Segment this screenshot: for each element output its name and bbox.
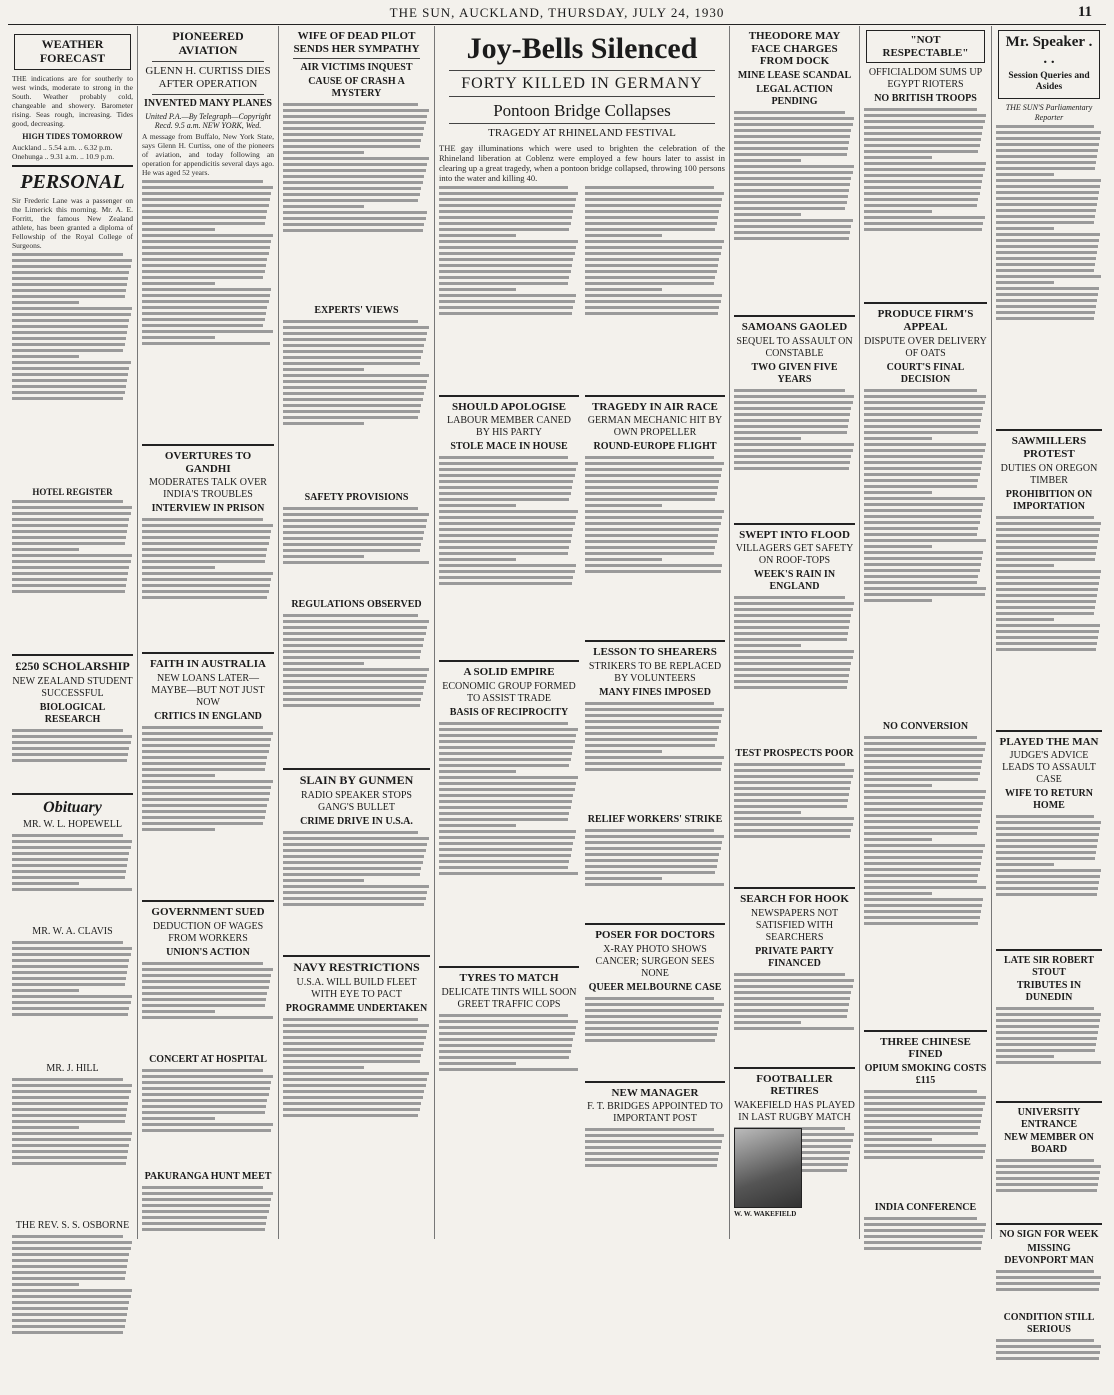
gandhi-text (142, 518, 274, 648)
poser-text (585, 997, 725, 1077)
wakefield-photo (734, 1128, 802, 1208)
played-sub2: WIFE TO RETURN HOME (1005, 788, 1093, 812)
tragedy-sub2: ROUND-EUROPE FLIGHT (593, 441, 717, 453)
university-text (996, 1159, 1102, 1219)
theodore-sub2: LEGAL ACTION PENDING (756, 83, 833, 107)
sign-heading: NO SIGN FOR WEEK (999, 1229, 1099, 1241)
sign-sub: MISSING DEVONPORT MAN (1004, 1242, 1094, 1266)
speaker-sub: Session Queries and Asides (1008, 70, 1090, 92)
sawmillers-heading: SAWMILLERS PROTEST (1011, 435, 1087, 461)
personal-body: Sir Frederic Lane was a passenger on the Limerick this morning. Mr. A. E. Forritt, the famous New Zealand athlete, has been granted a diploma of Fellowship of the Royal College of Surgeons. (12, 195, 133, 250)
aviation-sub: GLENN H. CURTISS DIES AFTER OPERATION (145, 64, 271, 90)
lead-body: THE gay illuminations which were used to brighten the celebration of the Rhineland liberation at Coblenz were employed a few hours later to assist in clearing up a great tragedy, when a pontoon bridge collapsed, throwing 100 persons into the water and killing 40. (439, 142, 725, 183)
lead-sub: FORTY KILLED IN GERMANY (461, 74, 703, 92)
respect-box (866, 30, 985, 63)
experts-heading: EXPERTS' VIEWS (314, 305, 399, 317)
conversion-text (864, 736, 987, 1026)
hook-heading: SEARCH FOR HOOK (740, 893, 849, 906)
tyres-text (439, 1014, 579, 1104)
weather-heading: WEATHER FORECAST (39, 37, 106, 65)
column-2 (138, 26, 279, 1239)
hook-text (734, 973, 855, 1063)
concert-text (142, 1069, 274, 1169)
navy-sub: U.S.A. WILL BUILD FLEET WITH EYE TO PACT (296, 976, 417, 1000)
obituary-text (12, 1078, 133, 1218)
columns (8, 26, 1106, 1335)
respect-heading: "NOT RESPECTABLE" (882, 34, 969, 59)
tyres-heading: TYRES TO MATCH (459, 971, 559, 984)
solid-sub: ECONOMIC GROUP FORMED TO ASSIST TRADE (442, 680, 576, 704)
experts-text (283, 320, 430, 490)
flood-sub2: WEEK'S RAIN IN ENGLAND (753, 569, 836, 593)
university-sub: NEW MEMBER ON BOARD (1004, 1132, 1094, 1156)
regulations-heading: REGULATIONS OBSERVED (291, 599, 422, 611)
lead-text (439, 186, 579, 391)
poser-sub2: QUEER MELBOURNE CASE (588, 981, 722, 993)
sawmillers-sub: DUTIES ON OREGON TIMBER (1000, 462, 1098, 486)
wife-sub2: CAUSE OF CRASH A MYSTERY (308, 76, 405, 100)
apologise-sub: LABOUR MEMBER CANED BY HIS PARTY (447, 415, 571, 439)
tides-heading: HIGH TIDES TOMORROW (22, 131, 123, 141)
navy-sub2: PROGRAMME UNDERTAKEN (285, 1002, 428, 1014)
aviation-heading: PIONEERED AVIATION (172, 29, 244, 57)
poser-sub: X-RAY PHOTO SHOWS CANCER; SURGEON SEES NONE (595, 943, 715, 979)
obituary-1: MR. W. L. HOPEWELL (23, 819, 122, 831)
university-heading: UNIVERSITY ENTRANCE (1017, 1107, 1081, 1130)
faith-sub: NEW LOANS LATER—MAYBE—BUT NOT JUST NOW (151, 672, 265, 708)
personal-text (12, 253, 133, 483)
stout-sub: TRIBUTES IN DUNEDIN (1016, 980, 1082, 1004)
centre-columns (435, 26, 730, 1239)
apologise-sub2: STOLE MACE IN HOUSE (450, 441, 568, 453)
chinese-text (864, 1090, 987, 1200)
solid-text (439, 722, 579, 962)
samoans-text (734, 389, 855, 519)
poser-heading: POSER FOR DOCTORS (595, 928, 715, 941)
wife-text (283, 103, 430, 303)
samoans-sub2: TWO GIVEN FIVE YEARS (751, 361, 838, 385)
conference-text (864, 1217, 987, 1277)
pakuranga-heading: PAKURANGA HUNT MEET (144, 1170, 272, 1182)
gandhi-heading: OVERTURES TO GANDHI (164, 449, 252, 475)
test-heading: TEST PROSPECTS POOR (735, 748, 854, 760)
gandhi-sub: MODERATES TALK OVER INDIA'S TROUBLES (149, 477, 267, 501)
wife-sub: AIR VICTIMS INQUEST (300, 62, 413, 74)
gandhi-sub2: INTERVIEW IN PRISON (151, 503, 265, 515)
produce-heading: PRODUCE FIRM'S APPEAL (877, 308, 974, 333)
government-sub2: UNION'S ACTION (166, 946, 250, 958)
conference-heading: INDIA CONFERENCE (874, 1201, 977, 1213)
samoans-heading: SAMOANS GAOLED (741, 320, 848, 333)
aviation-sub2: INVENTED MANY PLANES (144, 97, 272, 109)
footballer-sub: WAKEFIELD HAS PLAYED IN LAST RUGBY MATCH (734, 1100, 855, 1124)
speaker-sub2: THE SUN'S Parliamentary Reporter (1005, 103, 1093, 122)
shearers-sub2: MANY FINES IMPOSED (599, 686, 711, 698)
sawmillers-text (996, 516, 1102, 726)
pakuranga-text (142, 1186, 274, 1266)
flood-sub: VILLAGERS GET SAFETY ON ROOF-TOPS (735, 543, 854, 567)
stout-text (996, 1007, 1102, 1097)
theodore-sub: MINE LEASE SCANDAL (737, 69, 852, 81)
condition-text (996, 1339, 1102, 1379)
chinese-heading: THREE CHINESE FINED (880, 1035, 971, 1061)
weather-box (14, 34, 131, 70)
tragedy-text (585, 456, 725, 636)
scholarship-sub: NEW ZEALAND STUDENT SUCCESSFUL (12, 675, 133, 699)
samoans-sub: SEQUEL TO ASSAULT ON CONSTABLE (736, 335, 853, 359)
test-text (734, 763, 855, 883)
manager-sub: F. T. BRIDGES APPOINTED TO IMPORTANT POST (587, 1101, 723, 1125)
photo-caption: W. W. WAKEFIELD (734, 1210, 797, 1219)
respect-sub: OFFICIALDOM SUMS UP EGYPT RIOTERS (868, 67, 983, 91)
speaker-box (998, 30, 1100, 99)
respect-text (864, 108, 987, 298)
condition-heading: CONDITION STILL SERIOUS (1003, 1311, 1095, 1335)
scholarship-text (12, 729, 133, 789)
conversion-heading: NO CONVERSION (882, 720, 969, 732)
played-sub: JUDGE'S ADVICE LEADS TO ASSAULT CASE (1002, 750, 1096, 786)
scholarship-heading: £250 SCHOLARSHIP (15, 659, 130, 674)
regulations-text (283, 614, 430, 764)
navy-heading: NAVY RESTRICTIONS (293, 960, 420, 975)
speaker-text (996, 125, 1102, 425)
wife-heading: WIFE OF DEAD PILOT SENDS HER SYMPATHY (293, 30, 420, 55)
navy-text (283, 1018, 430, 1178)
column-3 (279, 26, 435, 1239)
column-8 (992, 26, 1106, 1335)
tyres-sub: DELICATE TINTS WILL SOON GREET TRAFFIC COPS (441, 986, 577, 1010)
shearers-sub: STRIKERS TO BE REPLACED BY VOLUNTEERS (588, 660, 722, 684)
column-7 (860, 26, 992, 1239)
faith-heading: FAITH IN AUSTRALIA (150, 658, 266, 671)
lead-sub2: Pontoon Bridge Collapses (493, 100, 671, 120)
slain-text (283, 831, 430, 951)
theodore-text (734, 111, 855, 311)
personal-heading: PERSONAL (20, 170, 125, 193)
solid-sub2: BASIS OF RECIPROCITY (449, 706, 569, 718)
masthead-title: THE SUN, AUCKLAND, THURSDAY, JULY 24, 1930 (389, 5, 725, 20)
government-text (142, 962, 274, 1052)
hook-sub: NEWSPAPERS NOT SATISFIED WITH SEARCHERS (750, 907, 839, 943)
faith-sub2: CRITICS IN ENGLAND (154, 710, 262, 722)
column-6 (730, 26, 860, 1239)
scholarship-sub2: BIOLOGICAL RESEARCH (39, 701, 106, 725)
flood-heading: SWEPT INTO FLOOD (739, 528, 850, 541)
shearers-heading: LESSON TO SHEARERS (593, 646, 717, 659)
produce-sub2: COURT'S FINAL DECISION (886, 361, 965, 385)
lead-headline: Joy-Bells Silenced (466, 32, 698, 65)
obituary-text (12, 1235, 133, 1395)
obituary-2: MR. W. A. CLAVIS (32, 926, 113, 938)
hotel-text (12, 500, 133, 650)
hook-sub2: PRIVATE PARTY FINANCED (755, 945, 834, 969)
tide-row: Onehunga .. 9.31 a.m. .. 10.9 p.m. (12, 151, 115, 161)
lead-text (585, 186, 725, 391)
masthead (8, 4, 1106, 25)
stout-heading: LATE SIR ROBERT STOUT (1003, 955, 1095, 978)
manager-heading: NEW MANAGER (611, 1086, 699, 1099)
safety-heading: SAFETY PROVISIONS (304, 492, 409, 504)
respect-sub2: NO BRITISH TROOPS (874, 93, 977, 105)
relief-heading: RELIEF WORKERS' STRIKE (587, 813, 723, 825)
aviation-text (142, 180, 274, 440)
sawmillers-sub2: PROHIBITION ON IMPORTATION (1005, 488, 1093, 512)
lead-sub3: TRAGEDY AT RHINELAND FESTIVAL (488, 127, 676, 140)
speaker-heading: Mr. Speaker . . . (1005, 34, 1093, 68)
obituary-text (12, 941, 133, 1061)
shearers-text (585, 702, 725, 812)
safety-text (283, 507, 430, 597)
relief-text (585, 829, 725, 919)
aviation-body: A message from Buffalo, New York State, says Glenn H. Curtiss, one of the pioneers of aviation, and today following an operation for appendicitis several days ago. He was aged 52 years. (142, 131, 274, 177)
concert-heading: CONCERT AT HOSPITAL (149, 1053, 267, 1065)
played-text (996, 815, 1102, 945)
sign-text (996, 1270, 1102, 1310)
obituary-text (12, 834, 133, 924)
government-sub: DEDUCTION OF WAGES FROM WORKERS (152, 920, 264, 944)
footballer-heading: FOOTBALLER RETIRES (756, 1072, 833, 1098)
government-heading: GOVERNMENT SUED (151, 905, 265, 918)
flood-text (734, 596, 855, 746)
obituary-4: THE REV. S. S. OSBORNE (15, 1220, 130, 1232)
apologise-heading: SHOULD APOLOGISE (451, 400, 566, 413)
page-number: 11 (1077, 4, 1092, 20)
tragedy-heading: TRAGEDY IN AIR RACE (592, 400, 718, 413)
theodore-heading: THEODORE MAY FACE CHARGES FROM DOCK (748, 30, 841, 68)
slain-sub: RADIO SPEAKER STOPS GANG'S BULLET (301, 790, 412, 814)
produce-sub: DISPUTE OVER DELIVERY OF OATS (864, 335, 987, 359)
tide-row: Auckland .. 5.54 a.m. .. 6.32 p.m. (12, 142, 113, 152)
solid-heading: A SOLID EMPIRE (463, 666, 555, 679)
weather-body: THE indications are for southerly to west winds, moderate to strong in the South. Weather probably cold, changeable and showery. Barometer rising. Seas rough, increasing. Tides good, decreasing. (12, 73, 133, 128)
column-1 (8, 26, 138, 1239)
apologise-text (439, 456, 579, 656)
aviation-dateline: United P.A.—By Telegraph—Copyright Recd. 9.5 a.m. NEW YORK, Wed. (145, 111, 271, 130)
hotel-heading: HOTEL REGISTER (32, 486, 113, 497)
obituary-heading: Obituary (43, 798, 102, 816)
slain-heading: SLAIN BY GUNMEN (299, 773, 414, 788)
obituary-3: MR. J. HILL (46, 1063, 99, 1075)
slain-sub2: CRIME DRIVE IN U.S.A. (300, 816, 413, 828)
played-heading: PLAYED THE MAN (999, 735, 1099, 748)
produce-text (864, 389, 987, 719)
faith-text (142, 726, 274, 896)
tragedy-sub: GERMAN MECHANIC HIT BY OWN PROPELLER (587, 415, 723, 439)
chinese-sub: OPIUM SMOKING COSTS £115 (864, 1062, 987, 1086)
manager-text (585, 1128, 725, 1198)
